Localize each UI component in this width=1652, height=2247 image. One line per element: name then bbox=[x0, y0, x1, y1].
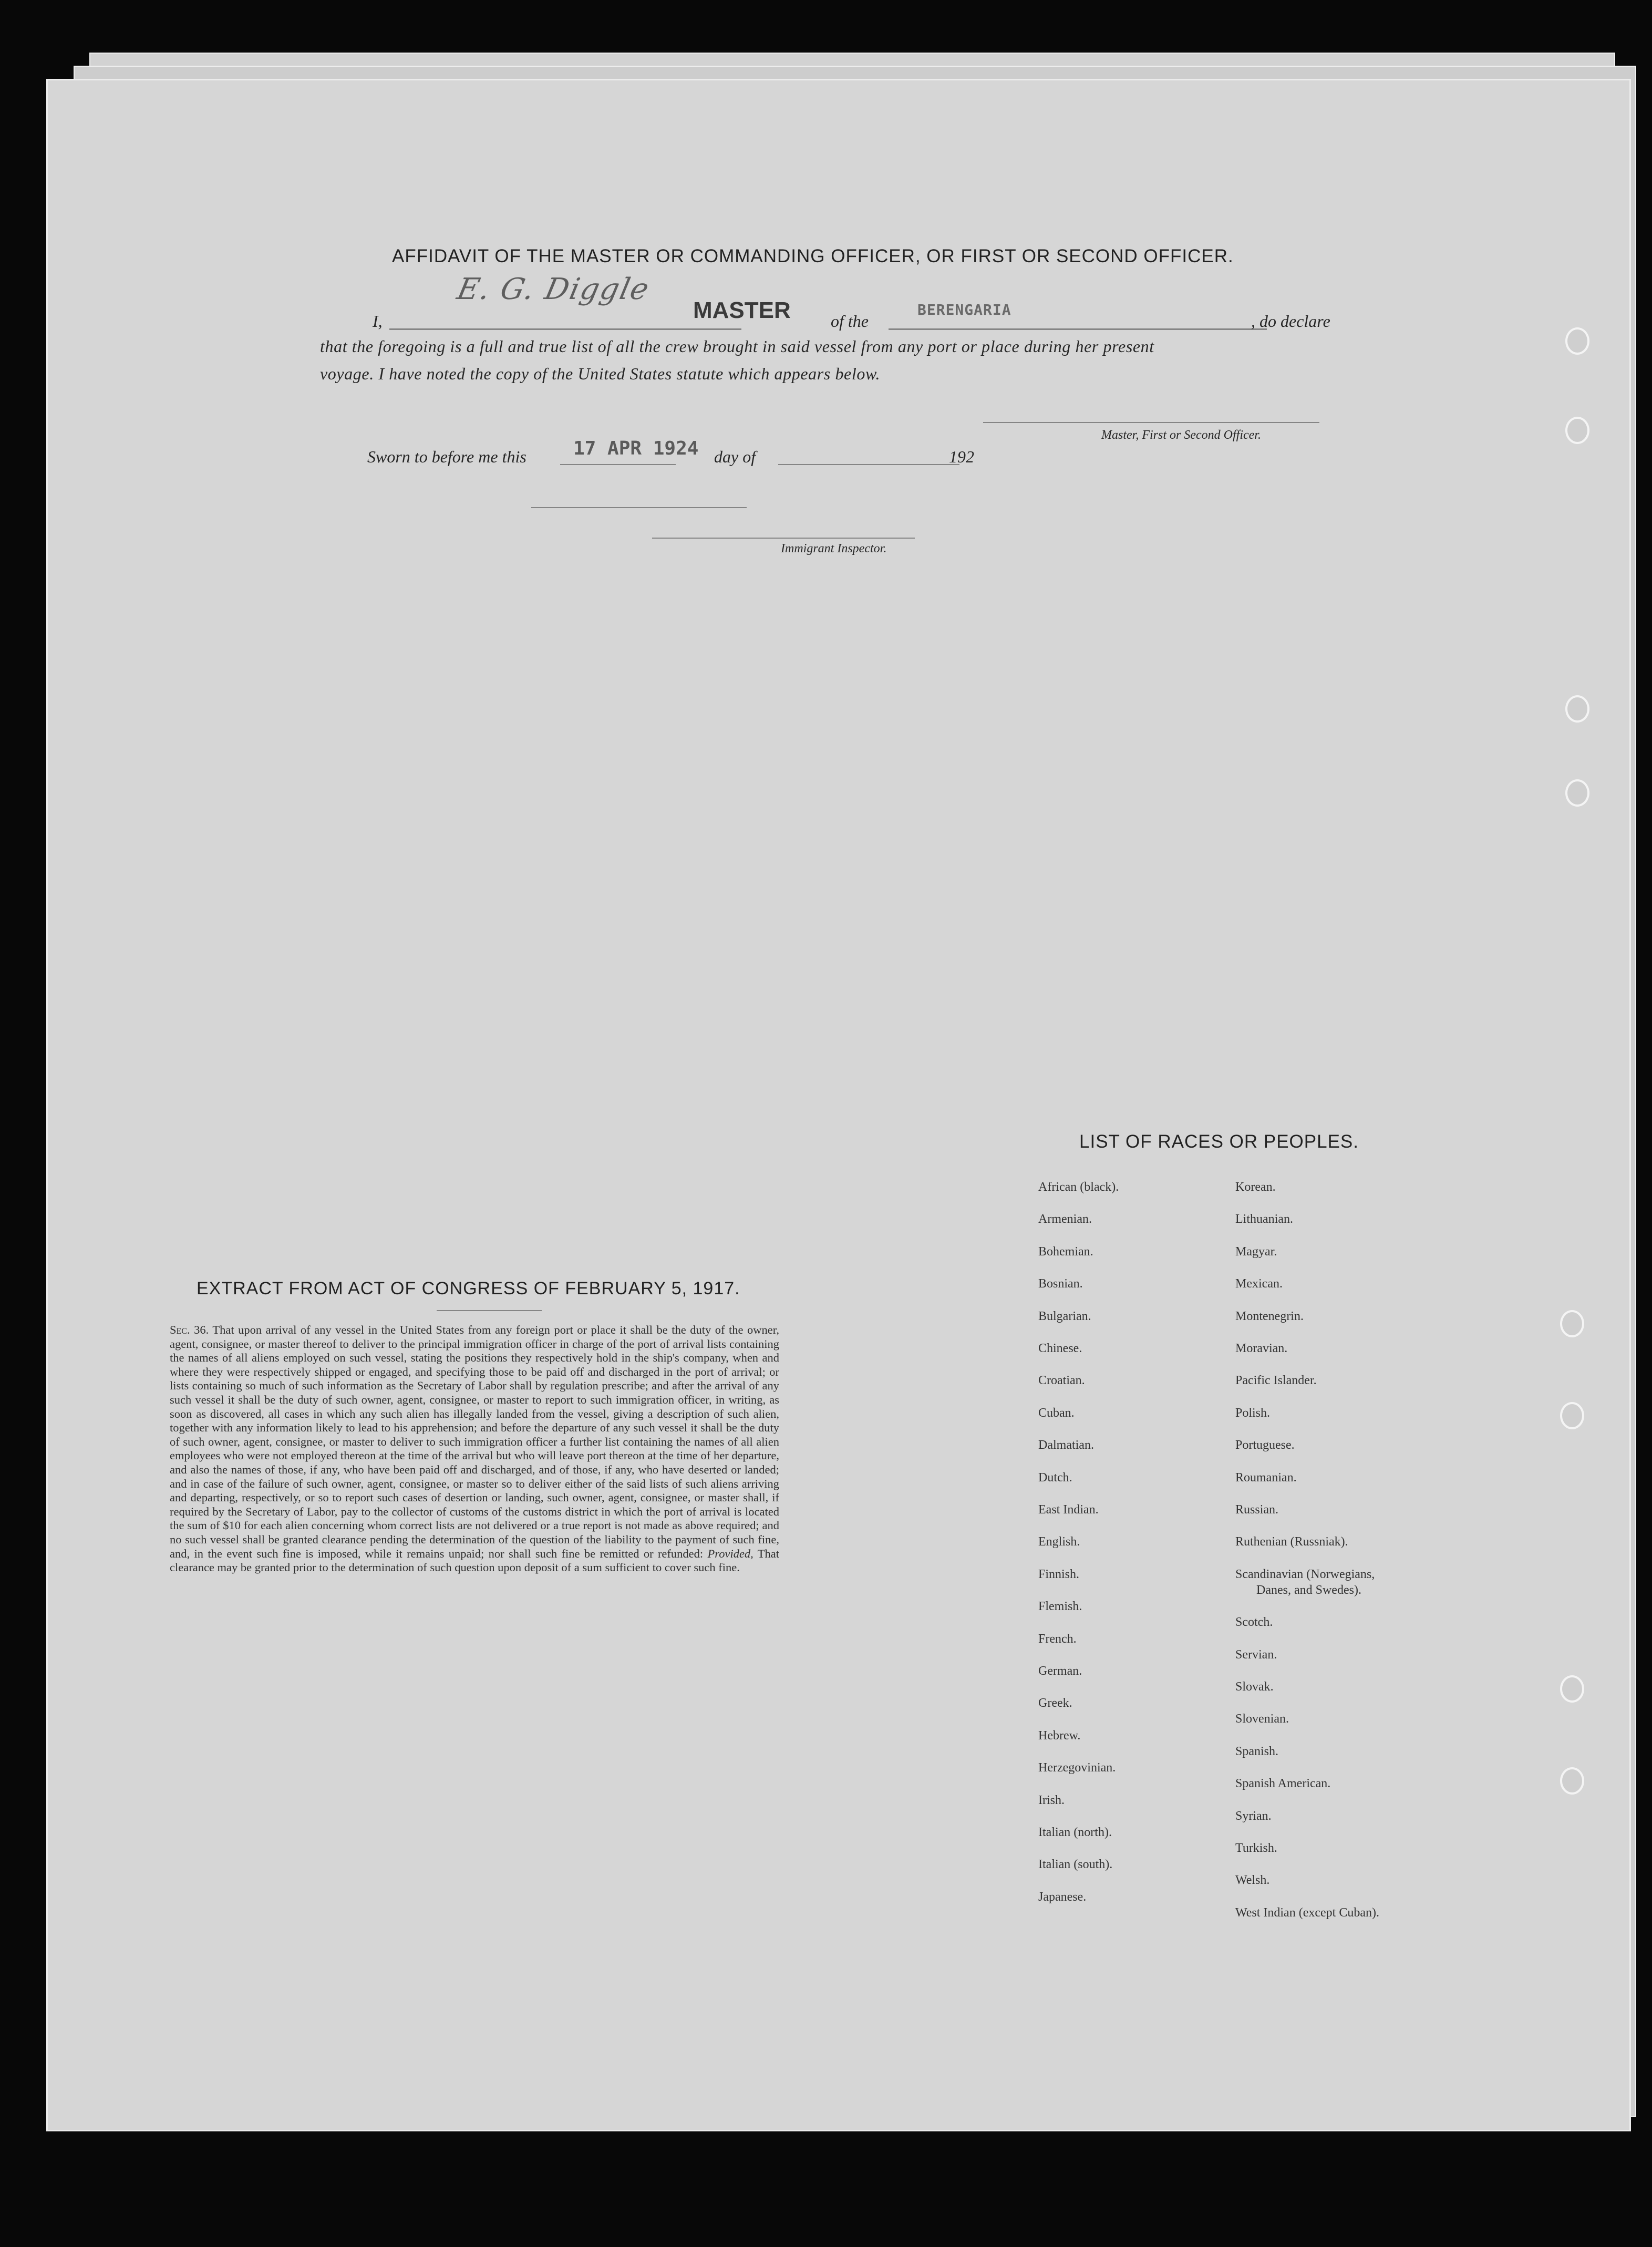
punch-hole bbox=[1560, 1675, 1584, 1703]
race-item: Spanish. bbox=[1235, 1744, 1279, 1758]
race-item: Cuban. bbox=[1038, 1406, 1075, 1420]
rank-stamp: MASTER bbox=[693, 297, 791, 323]
race-item: East Indian. bbox=[1038, 1503, 1099, 1517]
race-item: Italian (south). bbox=[1038, 1858, 1113, 1872]
master-signature-line bbox=[983, 422, 1319, 423]
statute-text-part-2: That clearance may be granted prior to the determination of such question upon deposit of a sum sufficient to cover such fine. bbox=[170, 1547, 780, 1574]
race-item: Herzegovinian. bbox=[1038, 1761, 1116, 1775]
punch-hole bbox=[1560, 1310, 1584, 1337]
day-of-label: day of bbox=[714, 447, 756, 466]
sworn-day-line bbox=[560, 464, 676, 465]
affidavit-title: AFFIDAVIT OF THE MASTER OR COMMANDING OFFICER, OR FIRST OR SECOND OFFICER. bbox=[392, 246, 1234, 266]
vessel-line bbox=[889, 328, 1267, 330]
race-item: Slovenian. bbox=[1235, 1712, 1289, 1726]
provided-word: Provided, bbox=[707, 1547, 753, 1560]
punch-hole bbox=[1565, 779, 1589, 807]
race-item: Roumanian. bbox=[1235, 1470, 1297, 1485]
race-item: English. bbox=[1038, 1535, 1080, 1549]
race-item: Bulgarian. bbox=[1038, 1309, 1091, 1323]
race-item: Croatian. bbox=[1038, 1374, 1085, 1388]
race-item: Greek. bbox=[1038, 1696, 1072, 1710]
section-label: Sec. 36. bbox=[170, 1323, 209, 1336]
race-item: Armenian. bbox=[1038, 1212, 1092, 1226]
race-item: Slovak. bbox=[1235, 1680, 1274, 1694]
race-item: Scotch. bbox=[1235, 1615, 1273, 1630]
extract-title: EXTRACT FROM ACT OF CONGRESS OF FEBRUARY 5, 1917. bbox=[197, 1279, 740, 1298]
statute-text-part-1: That upon arrival of any vessel in the United States from any foreign port or place it shall be the duty of the owner, agent, consignee, or master thereof to deliver to the principal immigration officer in charge of the port of arrival lists containing the names of all aliens employed on such vessel, stating the positions they respectively hold in the ship's company, when and where they were respectively shipped or engaged, and specifying those to be paid off and discharged in the port of arrival; or lists containing so much of such information as the Secretary of Labor shall by regulation prescribe; and after the arrival of any such vessel it shall be the duty of such owner, agent, consignee, or master to report to such immigration officer, in writing, as soon as discovered, all cases in which any such alien has illegally landed from the vessel, giving a description of such alien, together with any information likely to lead to his apprehension; and before the departure of any such vessel it shall be the duty of such owner, agent, consignee, or master to deliver to such immigration officer a further list containing the names of all alien employees who were not employed thereon at the time of the arrival but who will leave port thereon at the time of her departure, and also the names of those, if any, who have been paid off and discharged, and of those, if any, who have deserted or landed; and in case of the failure of such owner, agent, consignee, or master so to deliver either of the said lists of such aliens arriving and departing, respectively, or so to report such cases of desertion or landing, such owner, agent, consignee, or master shall, if required by the Secretary of Labor, pay to the collector of customs of the customs district in which the port of arrival is located the sum of $10 for each alien concerning whom correct lists are not delivered or a true report is not made as above required; and no such vessel shall be granted clearance pending the determination of the question of the liability to the payment of such fine, and, in the event such fine is imposed, while it remains unpaid; nor shall such fine be remitted or refunded: bbox=[170, 1323, 779, 1560]
inspector-line-upper bbox=[531, 507, 747, 508]
race-item: Moravian. bbox=[1235, 1342, 1288, 1355]
race-item: Bohemian. bbox=[1038, 1244, 1093, 1259]
race-item: Turkish. bbox=[1235, 1841, 1277, 1855]
punch-hole bbox=[1565, 695, 1589, 723]
do-declare-label: , do declare bbox=[1251, 312, 1330, 331]
race-item: Polish. bbox=[1235, 1406, 1271, 1420]
race-item: Hebrew. bbox=[1038, 1728, 1081, 1743]
race-item: Chinese. bbox=[1038, 1342, 1082, 1355]
race-item: Danes, and Swedes). bbox=[1256, 1583, 1361, 1597]
race-item: Pacific Islander. bbox=[1235, 1374, 1317, 1388]
inspector-line-lower bbox=[652, 538, 915, 539]
race-item: Servian. bbox=[1235, 1647, 1277, 1662]
race-item: African (black). bbox=[1038, 1180, 1119, 1194]
race-item: Dalmatian. bbox=[1038, 1438, 1094, 1452]
date-stamp: 17 APR 1924 bbox=[573, 438, 699, 459]
race-item: Ruthenian (Russniak). bbox=[1235, 1535, 1348, 1549]
race-item: Dutch. bbox=[1038, 1470, 1072, 1485]
race-item: Syrian. bbox=[1235, 1809, 1272, 1823]
race-item: Scandinavian (Norwegians, bbox=[1235, 1567, 1375, 1581]
race-item: Korean. bbox=[1235, 1180, 1276, 1194]
month-line bbox=[778, 464, 959, 465]
race-item: Portuguese. bbox=[1235, 1438, 1295, 1452]
affidavit-body-line-2: voyage. I have noted the copy of the United States statute which appears below. bbox=[320, 364, 881, 383]
races-title: LIST OF RACES OR PEOPLES. bbox=[1079, 1131, 1359, 1152]
race-item: Montenegrin. bbox=[1235, 1309, 1304, 1323]
race-item: German. bbox=[1038, 1664, 1082, 1678]
punch-hole bbox=[1565, 327, 1589, 355]
race-item: Finnish. bbox=[1038, 1567, 1080, 1581]
race-item: Irish. bbox=[1038, 1793, 1065, 1807]
race-item: Russian. bbox=[1235, 1503, 1279, 1517]
inspector-caption: Immigrant Inspector. bbox=[781, 542, 887, 555]
i-label: I, bbox=[373, 312, 383, 331]
race-item: Magyar. bbox=[1235, 1244, 1277, 1259]
race-item: Japanese. bbox=[1038, 1890, 1087, 1904]
of-the-label: of the bbox=[831, 312, 869, 331]
race-item: West Indian (except Cuban). bbox=[1235, 1905, 1379, 1920]
punch-hole bbox=[1560, 1402, 1584, 1429]
vessel-stamp: BERENGARIA bbox=[917, 301, 1011, 318]
year-prefix: 192 bbox=[949, 447, 974, 466]
master-signature: E. G. Diggle bbox=[454, 272, 653, 306]
master-caption: Master, First or Second Officer. bbox=[1101, 428, 1261, 442]
race-item: Lithuanian. bbox=[1235, 1212, 1293, 1226]
race-item: Bosnian. bbox=[1038, 1277, 1083, 1291]
document-page bbox=[46, 79, 1631, 2131]
race-item: Spanish American. bbox=[1235, 1777, 1331, 1791]
affidavit-body-line-1: that the foregoing is a full and true list of all the crew brought in said vessel from any port or place during her present bbox=[320, 337, 1154, 356]
race-item: Italian (north). bbox=[1038, 1826, 1112, 1839]
statute-text bbox=[170, 1323, 779, 1575]
punch-hole bbox=[1560, 1767, 1584, 1795]
race-item: Mexican. bbox=[1235, 1277, 1283, 1291]
name-line bbox=[389, 328, 741, 330]
race-item: French. bbox=[1038, 1632, 1077, 1646]
sworn-label: Sworn to before me this bbox=[367, 447, 526, 466]
race-item: Flemish. bbox=[1038, 1600, 1082, 1614]
race-item: Welsh. bbox=[1235, 1873, 1270, 1888]
extract-title-rule bbox=[437, 1310, 542, 1311]
punch-hole bbox=[1565, 417, 1589, 444]
